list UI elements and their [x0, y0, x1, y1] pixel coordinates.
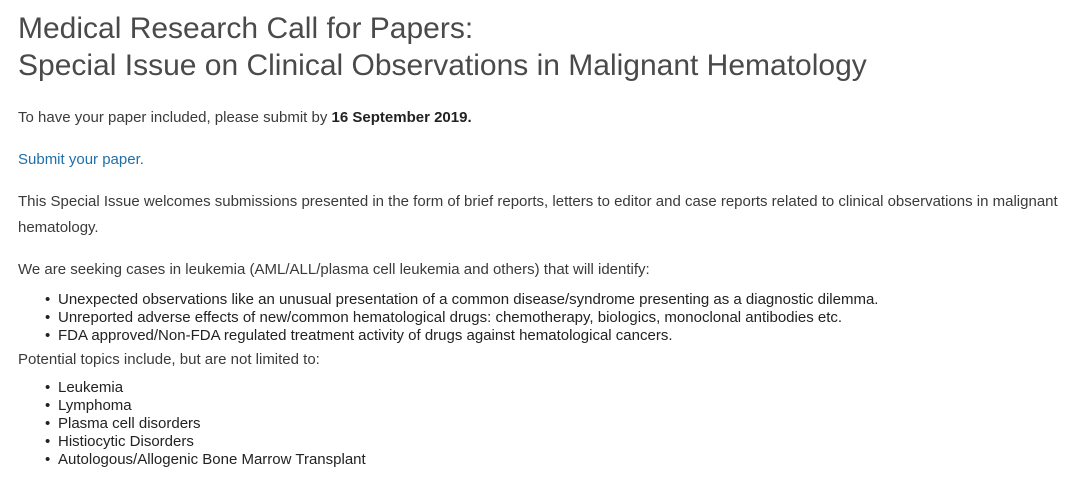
list-item: [42, 291, 1074, 309]
submit-paper-link[interactable]: Submit your paper.: [18, 151, 144, 168]
list-item-text: FDA approved/Non-FDA regulated treatment activity of drugs against hematological cancers.: [58, 327, 673, 344]
bullet-icon: •: [45, 451, 51, 468]
list-item-text: Unreported adverse effects of new/common hematological drugs: chemotherapy, biologics, monoclonal antibodies etc.: [58, 309, 843, 326]
bullet-icon: •: [45, 397, 51, 414]
list-item: [42, 433, 1074, 451]
seeking-list: [18, 291, 1074, 345]
title-line-2: Special Issue on Clinical Observations in Malignant Hematology: [18, 49, 867, 82]
list-item: [42, 397, 1074, 415]
list-item-text: Leukemia: [58, 379, 124, 396]
deadline-date: 16 September 2019.: [331, 109, 472, 126]
list-item: [42, 451, 1074, 469]
page-title: [18, 10, 1074, 84]
list-item-text: Unexpected observations like an unusual presentation of a common disease/syndrome presenting as a diagnostic dilemma.: [58, 291, 879, 308]
topics-intro: Potential topics include, but are not limited to:: [18, 351, 320, 368]
list-item-text: Histiocytic Disorders: [58, 433, 194, 450]
bullet-icon: •: [45, 415, 51, 432]
bullet-icon: •: [45, 327, 51, 344]
call-for-papers-page: [18, 10, 1074, 469]
bullet-icon: •: [45, 309, 51, 326]
list-item: [42, 309, 1074, 327]
list-item-text: Plasma cell disorders: [58, 415, 201, 432]
topics-list: [18, 379, 1074, 469]
list-item: [42, 415, 1074, 433]
seeking-paragraph: We are seeking cases in leukemia (AML/ALL/plasma cell leukemia and others) that will identify:: [18, 261, 650, 278]
bullet-icon: •: [45, 433, 51, 450]
list-item-text: Lymphoma: [58, 397, 132, 414]
welcome-paragraph: This Special Issue welcomes submissions presented in the form of brief reports, letters to editor and case reports related to clinical observations in malignant hematology.: [18, 193, 1058, 236]
list-item: [42, 327, 1074, 345]
deadline-prefix: To have your paper included, please submit by: [18, 109, 332, 126]
title-line-1: Medical Research Call for Papers:: [18, 12, 474, 45]
submission-deadline: [18, 105, 1074, 131]
bullet-icon: •: [45, 291, 51, 308]
list-item-text: Autologous/Allogenic Bone Marrow Transplant: [58, 451, 366, 468]
bullet-icon: •: [45, 379, 51, 396]
list-item: [42, 379, 1074, 397]
